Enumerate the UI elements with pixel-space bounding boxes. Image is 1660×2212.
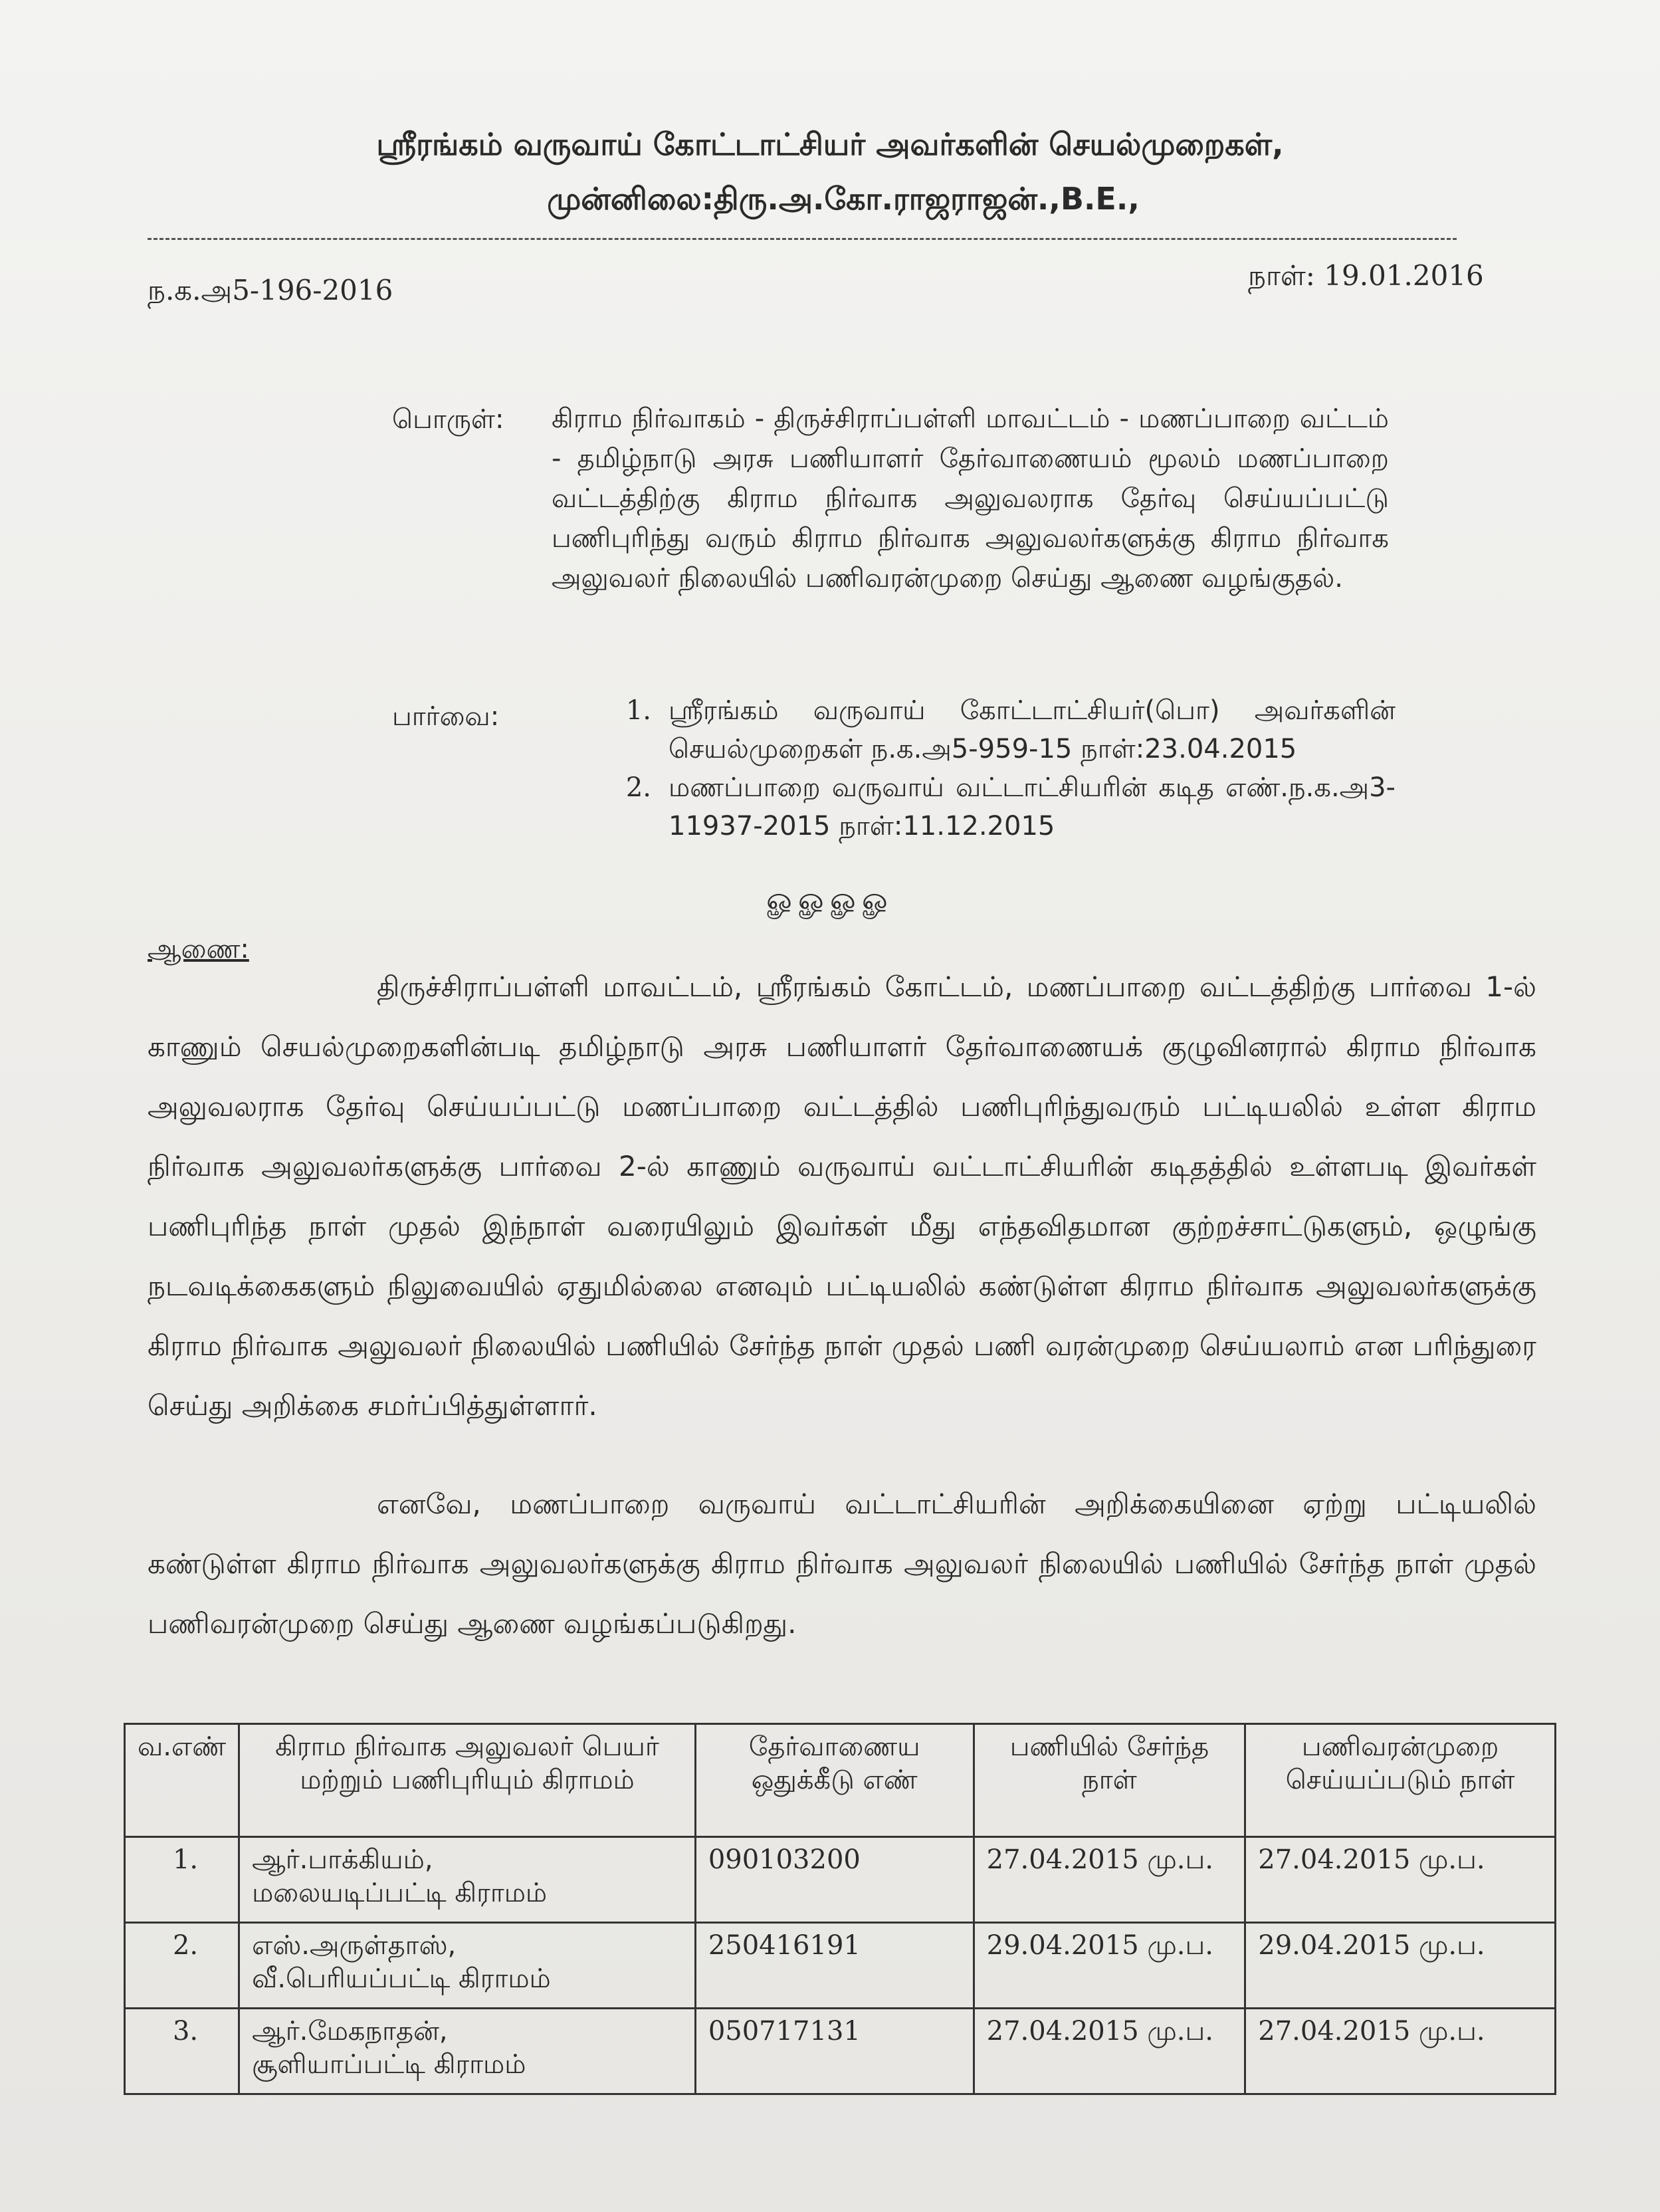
officer-name: ஆர்.பாக்கியம்,	[252, 1844, 433, 1875]
table-row	[125, 1837, 1556, 1923]
subject-text: கிராம நிர்வாகம் - திருச்சிராப்பள்ளி மாவட்டம் - மணப்பாறை வட்டம் - தமிழ்நாடு அரசு பணியாளர் தேர்வாணையம் மூலம் மணப்பாறை வட்டத்திற்கு கிராம நிர்வாக அலுவலராக தேர்வு செய்யப்பட்டு பணிபுரிந்து வரும் கிராம நிர்வாக அலுவலர்களுக்கு கிராம நிர்வாக அலுவலர் நிலையில் பணிவரன்முறை செய்து ஆணை வழங்குதல்.	[552, 403, 1389, 594]
order-paragraph-2: எனவே, மணப்பாறை வருவாய் வட்டாட்சியரின் அறிக்கையினை ஏற்று பட்டியலில் கண்டுள்ள கிராம நிர்வாக அலுவலர்களுக்கு கிராம நிர்வாக அலுவலர் நிலையில் பணியில் சேர்ந்த நாள் முதல் பணிவரன்முறை செய்து ஆணை வழங்கப்படுகிறது.	[148, 1488, 1536, 1640]
cell-name	[239, 2009, 696, 2094]
section-ornament: ௐௐௐௐ	[766, 881, 894, 917]
col-header-code: தேர்வாணைய ஒதுக்கீடு எண்	[695, 1724, 974, 1837]
village-name: வீ.பெரியப்பட்டி கிராமம்	[252, 1963, 551, 1994]
cell-join-date: 29.04.2015 மு.ப.	[974, 1923, 1245, 2009]
table-row	[125, 1923, 1556, 2009]
vao-regularisation-table	[124, 1723, 1556, 2095]
reference-text-1: ஸ்ரீரங்கம் வருவாய் கோட்டாட்சியர்(பொ) அவர்களின் செயல்முறைகள் ந.க.அ5-959-15 நாள்:23.04.2015	[669, 695, 1396, 764]
reference-number-1: 1.	[625, 695, 651, 726]
order-label: ஆணை:	[148, 934, 249, 964]
cell-sno: 1.	[125, 1837, 239, 1923]
cell-sno: 3.	[125, 2009, 239, 2094]
village-name: மலையடிப்பட்டி கிராமம்	[252, 1878, 548, 1908]
cell-regularisation-date: 27.04.2015 மு.ப.	[1245, 1837, 1556, 1923]
cell-regularisation-date: 29.04.2015 மு.ப.	[1245, 1923, 1556, 2009]
cell-sno: 2.	[125, 1923, 239, 2009]
col-header-name: கிராம நிர்வாக அலுவலர் பெயர் மற்றும் பணிபுரியும் கிராமம்	[239, 1724, 696, 1837]
order-paragraph-1: திருச்சிராப்பள்ளி மாவட்டம், ஸ்ரீரங்கம் கோட்டம், மணப்பாறை வட்டத்திற்கு பார்வை 1-ல் காணும் செயல்முறைகளின்படி தமிழ்நாடு அரசு பணியாளர் தேர்வாணையக் குழுவினரால் கிராம நிர்வாக அலுவலராக தேர்வு செய்யப்பட்டு மணப்பாறை வட்டத்தில் பணிபுரிந்துவரும் பட்டியலில் உள்ள கிராம நிர்வாக அலுவலர்களுக்கு பார்வை 2-ல் காணும் வருவாய் வட்டாட்சியரின் கடிதத்தில் உள்ளபடி இவர்கள் பணிபுரிந்த நாள் முதல் இந்நாள் வரையிலும் இவர்கள் மீது எந்தவிதமான குற்றச்சாட்டுகளும், ஒழுங்கு நடவடிக்கைகளும் நிலுவையில் ஏதுமில்லை எனவும் பட்டியலில் கண்டுள்ள கிராம நிர்வாக அலுவலர்களுக்கு கிராம நிர்வாக அலுவலர் நிலையில் பணியில் சேர்ந்த நாள் முதல் பணி வரன்முறை செய்யலாம் என பரிந்துரை செய்து அறிக்கை சமர்ப்பித்துள்ளார்.	[148, 970, 1536, 1422]
village-name: சூளியாப்பட்டி கிராமம்	[252, 2049, 526, 2080]
cell-code: 250416191	[695, 1923, 974, 2009]
cell-code: 050717131	[695, 2009, 974, 2094]
reference-number-2: 2.	[625, 772, 651, 803]
reference-item	[598, 691, 1396, 768]
cell-regularisation-date: 27.04.2015 மு.ப.	[1245, 2009, 1556, 2094]
reference-text-2: மணப்பாறை வருவாய் வட்டாட்சியரின் கடித எண்.ந.க.அ3-11937-2015 நாள்:11.12.2015	[669, 772, 1396, 841]
reference-item	[598, 768, 1396, 845]
cell-join-date: 27.04.2015 மு.ப.	[974, 1837, 1245, 1923]
table-row	[125, 2009, 1556, 2094]
col-header-sno: வ.எண்	[125, 1724, 239, 1837]
col-header-regularisation-date: பணிவரன்முறை செய்யப்படும் நாள்	[1245, 1724, 1556, 1837]
officer-name: எஸ்.அருள்தாஸ்,	[252, 1930, 457, 1961]
header-title: ஸ்ரீரங்கம் வருவாய் கோட்டாட்சியர் அவர்களின் செயல்முறைகள்,	[376, 126, 1284, 162]
col-header-join-date: பணியில் சேர்ந்த நாள்	[974, 1724, 1245, 1837]
document-date: நாள்: 19.01.2016	[1248, 259, 1484, 292]
subject-label: பொருள்:	[392, 404, 504, 435]
cell-name	[239, 1837, 696, 1923]
reference-number: ந.க.அ5-196-2016	[148, 274, 393, 306]
cell-code: 090103200	[695, 1837, 974, 1923]
references-label: பார்வை:	[392, 701, 500, 732]
cell-name	[239, 1923, 696, 2009]
table-header-row	[125, 1724, 1556, 1837]
cell-join-date: 27.04.2015 மு.ப.	[974, 2009, 1245, 2094]
header-presiding-officer: முன்னிலை:திரு.அ.கோ.ராஜராஜன்.,B.E.,	[547, 181, 1140, 217]
header-divider	[148, 238, 1457, 240]
references-list	[598, 691, 1396, 845]
officer-name: ஆர்.மேகநாதன்,	[252, 2016, 448, 2046]
